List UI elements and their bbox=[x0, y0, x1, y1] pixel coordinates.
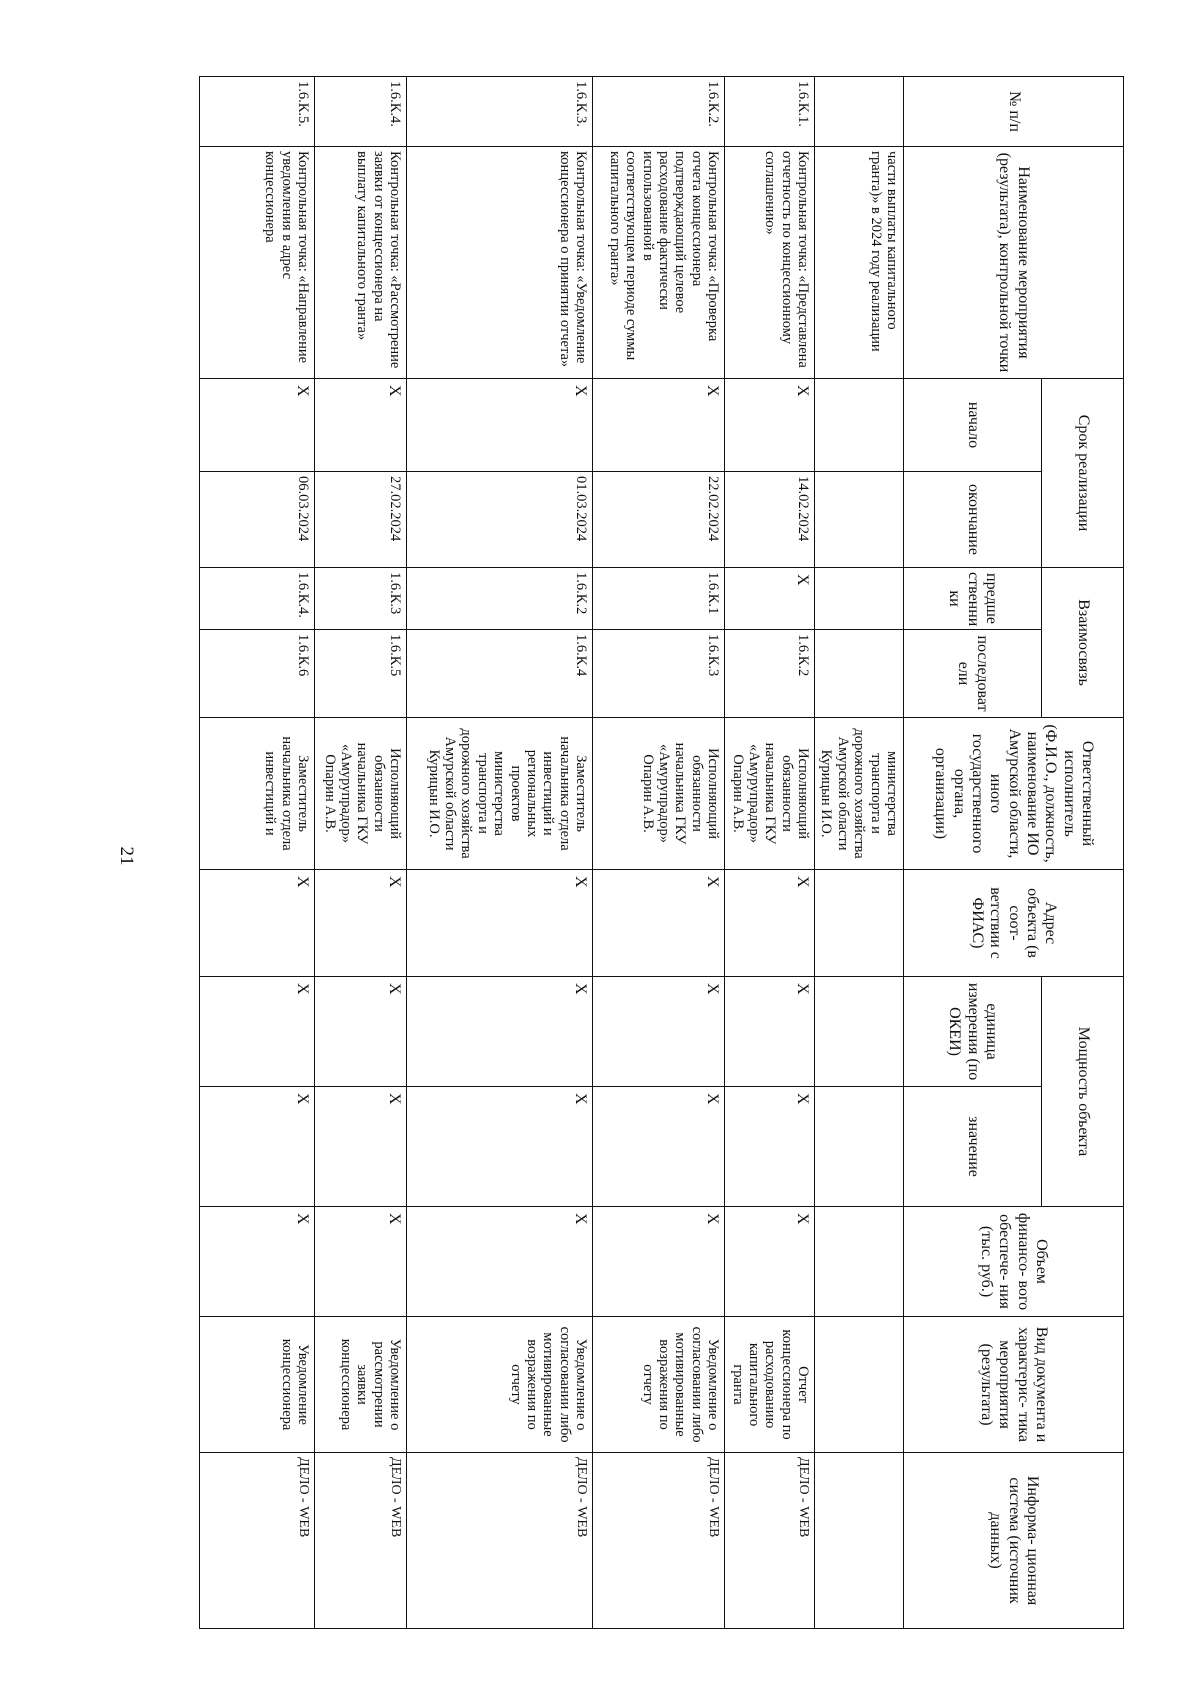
cell-system: ДЕЛО - WEB bbox=[315, 1453, 407, 1629]
cell-address: X bbox=[407, 870, 593, 977]
cell-next: 1.6.К.4 bbox=[407, 630, 593, 718]
table-row bbox=[200, 77, 315, 1629]
cell-finance: X bbox=[593, 1207, 725, 1317]
cell-finance: X bbox=[725, 1207, 815, 1317]
header-name: Наименование мероприятия (результата), контрольной точки bbox=[904, 147, 1124, 379]
cell-name: Контрольная точка: «Проверка отчета концессионера подтверждающий целевое расходование фактически использованной в соответствующем периоде суммы капитального гранта» bbox=[593, 147, 725, 379]
header-term-start: начало bbox=[904, 379, 1042, 472]
cell-name: части выплаты капитального гранта)» в 2024 году реализации bbox=[815, 147, 904, 379]
cell-doc: Уведомление о согласовании либо мотивированные возражения по отчету bbox=[407, 1317, 593, 1453]
table-row bbox=[407, 77, 593, 1629]
cell-finance: X bbox=[407, 1207, 593, 1317]
cell-prev: 1.6.К.1 bbox=[593, 568, 725, 630]
cell-responsible: Исполняющий обязанности начальника ГКУ «Амурупрадор» Опарин А.В. bbox=[315, 718, 407, 870]
cell-name: Контрольная точка: «Уведомление концессионера о принятии отчета» bbox=[407, 147, 593, 379]
cell-next: 1.6.К.6 bbox=[200, 630, 315, 718]
header-power: Мощность объекта bbox=[1042, 977, 1124, 1207]
cell-end: 22.02.2024 bbox=[593, 472, 725, 568]
cell-responsible: Заместитель начальника отдела инвестиций и региональных проектов министерства транспорта и дорожного хозяйства Амурской области Курицын И.О. bbox=[407, 718, 593, 870]
cell-value: X bbox=[593, 1087, 725, 1207]
cell-value: X bbox=[315, 1087, 407, 1207]
cell-num: 1.6.К.2. bbox=[593, 77, 725, 147]
cell-doc: Уведомление о рассмотрении заявки концессионера bbox=[315, 1317, 407, 1453]
cell-next: 1.6.К.5 bbox=[315, 630, 407, 718]
cell-end: 01.03.2024 bbox=[407, 472, 593, 568]
cell-doc: Отчет концессионера по расходованию капитального гранта bbox=[725, 1317, 815, 1453]
table-row bbox=[815, 77, 904, 1629]
cell-end bbox=[815, 472, 904, 568]
cell-unit: X bbox=[200, 977, 315, 1087]
cell-unit: X bbox=[593, 977, 725, 1087]
cell-start: X bbox=[407, 379, 593, 472]
cell-next: 1.6.К.3 bbox=[593, 630, 725, 718]
cell-start: X bbox=[593, 379, 725, 472]
cell-responsible: Заместитель начальника отдела инвестиций и bbox=[200, 718, 315, 870]
cell-start: X bbox=[315, 379, 407, 472]
header-link-prev: предше ственни ки bbox=[904, 568, 1042, 630]
cell-end: 14.02.2024 bbox=[725, 472, 815, 568]
header-finance: Объем финансо- вого обеспече- ния (тыс. руб.) bbox=[904, 1207, 1124, 1317]
header-power-value: значение bbox=[904, 1087, 1042, 1207]
cell-address: X bbox=[593, 870, 725, 977]
cell-responsible: Исполняющий обязанности начальника ГКУ «Амурупрадор» Опарин А.В. bbox=[593, 718, 725, 870]
cell-prev: 1.6.К.3 bbox=[315, 568, 407, 630]
cell-unit: X bbox=[407, 977, 593, 1087]
cell-value: X bbox=[407, 1087, 593, 1207]
table-row bbox=[315, 77, 407, 1629]
cell-start: X bbox=[725, 379, 815, 472]
cell-unit bbox=[815, 977, 904, 1087]
cell-address: X bbox=[315, 870, 407, 977]
cell-prev: 1.6.К.2 bbox=[407, 568, 593, 630]
cell-value bbox=[815, 1087, 904, 1207]
page-number: 21 bbox=[116, 846, 137, 866]
cell-num bbox=[815, 77, 904, 147]
table-row bbox=[593, 77, 725, 1629]
header-power-unit: единица измерения (по ОКЕИ) bbox=[904, 977, 1042, 1087]
cell-doc: Уведомление концессионера bbox=[200, 1317, 315, 1453]
cell-value: X bbox=[200, 1087, 315, 1207]
plan-table bbox=[199, 76, 1124, 1629]
cell-responsible: министерства транспорта и дорожного хозяйства Амурской области Курицын И.О. bbox=[815, 718, 904, 870]
cell-start bbox=[815, 379, 904, 472]
cell-prev bbox=[815, 568, 904, 630]
cell-address: X bbox=[200, 870, 315, 977]
cell-num: 1.6.К.3. bbox=[407, 77, 593, 147]
cell-num: 1.6.К.4. bbox=[315, 77, 407, 147]
cell-doc bbox=[815, 1317, 904, 1453]
cell-system: ДЕЛО - WEB bbox=[725, 1453, 815, 1629]
cell-num: 1.6.К.5. bbox=[200, 77, 315, 147]
cell-name: Контрольная точка: «Направление уведомления в адрес концессионера bbox=[200, 147, 315, 379]
header-address: Адрес объекта (в соот- ветствии с ФИАС) bbox=[904, 870, 1124, 977]
cell-next bbox=[815, 630, 904, 718]
header-link-next: последоват ели bbox=[904, 630, 1042, 718]
header-system: Информа- ционная система (источник данных) bbox=[904, 1453, 1124, 1629]
cell-address: X bbox=[725, 870, 815, 977]
cell-finance: X bbox=[315, 1207, 407, 1317]
cell-finance bbox=[815, 1207, 904, 1317]
cell-unit: X bbox=[315, 977, 407, 1087]
header-term: Срок реализации bbox=[1042, 379, 1124, 568]
cell-unit: X bbox=[725, 977, 815, 1087]
cell-name: Контрольная точка: «Представлена отчетность по концессионному соглашению» bbox=[725, 147, 815, 379]
cell-value: X bbox=[725, 1087, 815, 1207]
cell-finance: X bbox=[200, 1207, 315, 1317]
cell-address bbox=[815, 870, 904, 977]
cell-next: 1.6.К.2 bbox=[725, 630, 815, 718]
cell-name: Контрольная точка: «Рассмотрение заявки от концессионера на выплату капитального гранта» bbox=[315, 147, 407, 379]
cell-system: ДЕЛО - WEB bbox=[593, 1453, 725, 1629]
table-row bbox=[725, 77, 815, 1629]
cell-prev: 1.6.К.4. bbox=[200, 568, 315, 630]
rotated-table-sheet bbox=[203, 76, 1124, 1628]
header-term-end: окончание bbox=[904, 472, 1042, 568]
cell-start: X bbox=[200, 379, 315, 472]
cell-system: ДЕЛО - WEB bbox=[407, 1453, 593, 1629]
cell-num: 1.6.К.1. bbox=[725, 77, 815, 147]
header-doc: Вид документа и характерис- тика мероприятия (результата) bbox=[904, 1317, 1124, 1453]
header-num: № п/п bbox=[904, 77, 1124, 147]
header-link: Взаимосвязь bbox=[1042, 568, 1124, 718]
cell-prev: X bbox=[725, 568, 815, 630]
cell-end: 27.02.2024 bbox=[315, 472, 407, 568]
cell-doc: Уведомление о согласовании либо мотивированные возражения по отчету bbox=[593, 1317, 725, 1453]
cell-system bbox=[815, 1453, 904, 1629]
cell-system: ДЕЛО - WEB bbox=[200, 1453, 315, 1629]
header-responsible: Ответственный исполнитель (Ф.И.О., должность, наименование ИО Амурской области, иного государственного органа, организации) bbox=[904, 718, 1124, 870]
cell-end: 06.03.2024 bbox=[200, 472, 315, 568]
cell-responsible: Исполняющий обязанности начальника ГКУ «Амурупрадор» Опарин А.В. bbox=[725, 718, 815, 870]
